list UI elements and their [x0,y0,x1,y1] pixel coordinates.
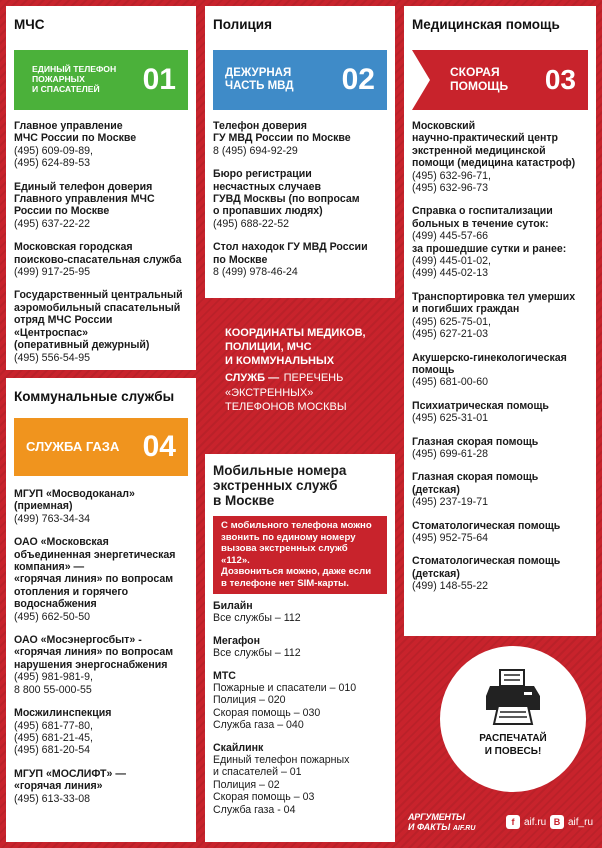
print-badge [440,646,586,792]
mchs-title: МЧС [14,17,45,32]
medical-title: Медицинская помощь [412,17,560,32]
list-item: МТС Пожарные и спасатели – 010 Полиция – 020 Скорая помощь – 030 Служба газа – 040 [213,669,357,732]
printer-icon [484,666,542,726]
list-item: ОАО «Мосэнергосбыт» - «горячая линия» по вопросам нарушения энергоснабжения (495) 981-981-9, 8 800 55-000-55 [14,634,174,696]
list-item: Справка о госпитализации больных в течение суток: (499) 445-57-66 за прошедшие сутки и ранее: (499) 445-01-02, (499) 445-02-13 [412,205,567,280]
medical-banner [412,50,588,110]
list-item: Стоматологическая помощь (495) 952-75-64 [412,519,561,544]
communal-banner-text: СЛУЖБА ГАЗА [26,438,120,454]
list-item: Государственный центральный аэромобильный спасательный отряд МЧС России «Центроспас» (оперативный дежурный) (495) 556-54-95 [14,289,183,364]
communal-entries [6,488,196,816]
social-vk-label: aif_ru [568,816,594,828]
list-item: Мосжилинспекция (495) 681-77-80, (495) 681-21-45, (495) 681-20-54 [14,707,112,757]
social-vk[interactable] [550,815,593,829]
list-item: Телефон доверия ГУ МВД России по Москве 8 (495) 694-92-29 [213,120,351,157]
medical-banner-number: 03 [544,64,576,95]
list-item: Стол находок ГУ МВД России по Москве 8 (499) 978-46-24 [213,241,368,279]
facebook-icon: f [506,815,520,829]
list-item: ОАО «Московская объединенная энергетическая компания» — «горячая линия» по вопросам отопления и горячего водоснабжения (495) 662-50-50 [14,536,176,623]
medical-card [404,6,596,636]
mchs-card [6,6,196,370]
list-item: Стоматологическая помощь (детская) (499) 148-55-22 [412,555,561,593]
list-item: Московская городская поисково-спасательная служба (499) 917-25-95 [14,241,182,279]
mchs-banner-number: 01 [142,63,176,96]
list-item: Транспортировка тел умерших и погибших граждан (495) 625-75-01, (495) 627-21-03 [412,290,576,341]
police-banner-text: ДЕЖУРНАЯ ЧАСТЬ МВД [225,66,294,92]
medical-banner-text: СКОРАЯ ПОМОЩЬ [450,65,509,93]
social-facebook[interactable] [506,815,546,829]
list-item: Бюро регистрации несчастных случаев ГУВД Москвы (по вопросам о пропавших людях) (495) 688-22-52 [213,168,360,230]
communal-banner-number: 04 [142,430,176,463]
list-item: Скайлинк Единый телефон пожарных и спасателей – 01 Полиция – 02 Скорая помощь – 03 Служба газа - 04 [213,741,350,816]
list-item: Мегафон Все службы – 112 [213,634,301,660]
medical-entries [404,120,596,604]
communal-banner [14,418,188,476]
center-info-box: КООРДИНАТЫ МЕДИКОВ, ПОЛИЦИИ, МЧС И КОММУНАЛЬНЫХ СЛУЖБ — ПЕРЕЧЕНЬ «ЭКСТРЕННЫХ» ТЕЛЕФОНОВ МОСКВЫ [225,327,366,413]
aif-logo[interactable]: АРГУМЕНТЫ И ФАКТЫ AIF.RU [408,812,476,832]
list-item: Единый телефон доверия Главного управления МЧС России по Москве (495) 637-22-22 [14,180,155,230]
list-item: Глазная скорая помощь (495) 699-61-28 [412,435,539,460]
police-banner-number: 02 [341,63,375,96]
police-entries [205,120,395,289]
mobile-notice: С мобильного телефона можно звонить по единому номеру вызова экстренных служб «112». Дозвониться можно, даже если в телефоне нет SIM-карты. [213,516,387,594]
social-facebook-label: aif.ru [524,816,547,828]
mobile-title: Мобильные номера экстренных служб в Москве [213,463,347,508]
list-item: Психиатрическая помощь (495) 625-31-01 [412,399,549,425]
list-item: Московский научно-практический центр экстренной медицинской помощи (медицина катастроф) (495) 632-96-71, (495) 632-96-73 [412,120,576,195]
list-item: МГУП «МОСЛИФТ» — «горячая линия» (495) 613-33-08 [14,767,126,805]
list-item: Главное управление МЧС России по Москве (495) 609-09-89, (495) 624-89-53 [14,120,137,170]
mchs-entries [6,120,196,375]
list-item: Глазная скорая помощь (детская) (495) 237-19-71 [412,471,539,509]
communal-title: Коммунальные службы [14,389,175,404]
mobile-entries [205,600,395,826]
communal-card [6,378,196,842]
list-item: МГУП «Мосводоканал» (приемная) (499) 763-34-34 [14,488,135,525]
police-title: Полиция [213,17,272,32]
mobile-card [205,454,395,842]
list-item: Акушерско-гинекологическая помощь (495) 681-00-60 [412,351,567,389]
police-banner [213,50,387,110]
mchs-banner-text: ЕДИНЫЙ ТЕЛЕФОН ПОЖАРНЫХ И СПАСАТЕЛЕЙ [32,64,117,94]
police-card [205,6,395,298]
vk-icon: В [550,815,564,829]
mchs-banner [14,50,188,110]
list-item: Билайн Все службы – 112 [213,600,301,625]
print-text: РАСПЕЧАТАЙ И ПОВЕСЬ! [479,733,547,757]
